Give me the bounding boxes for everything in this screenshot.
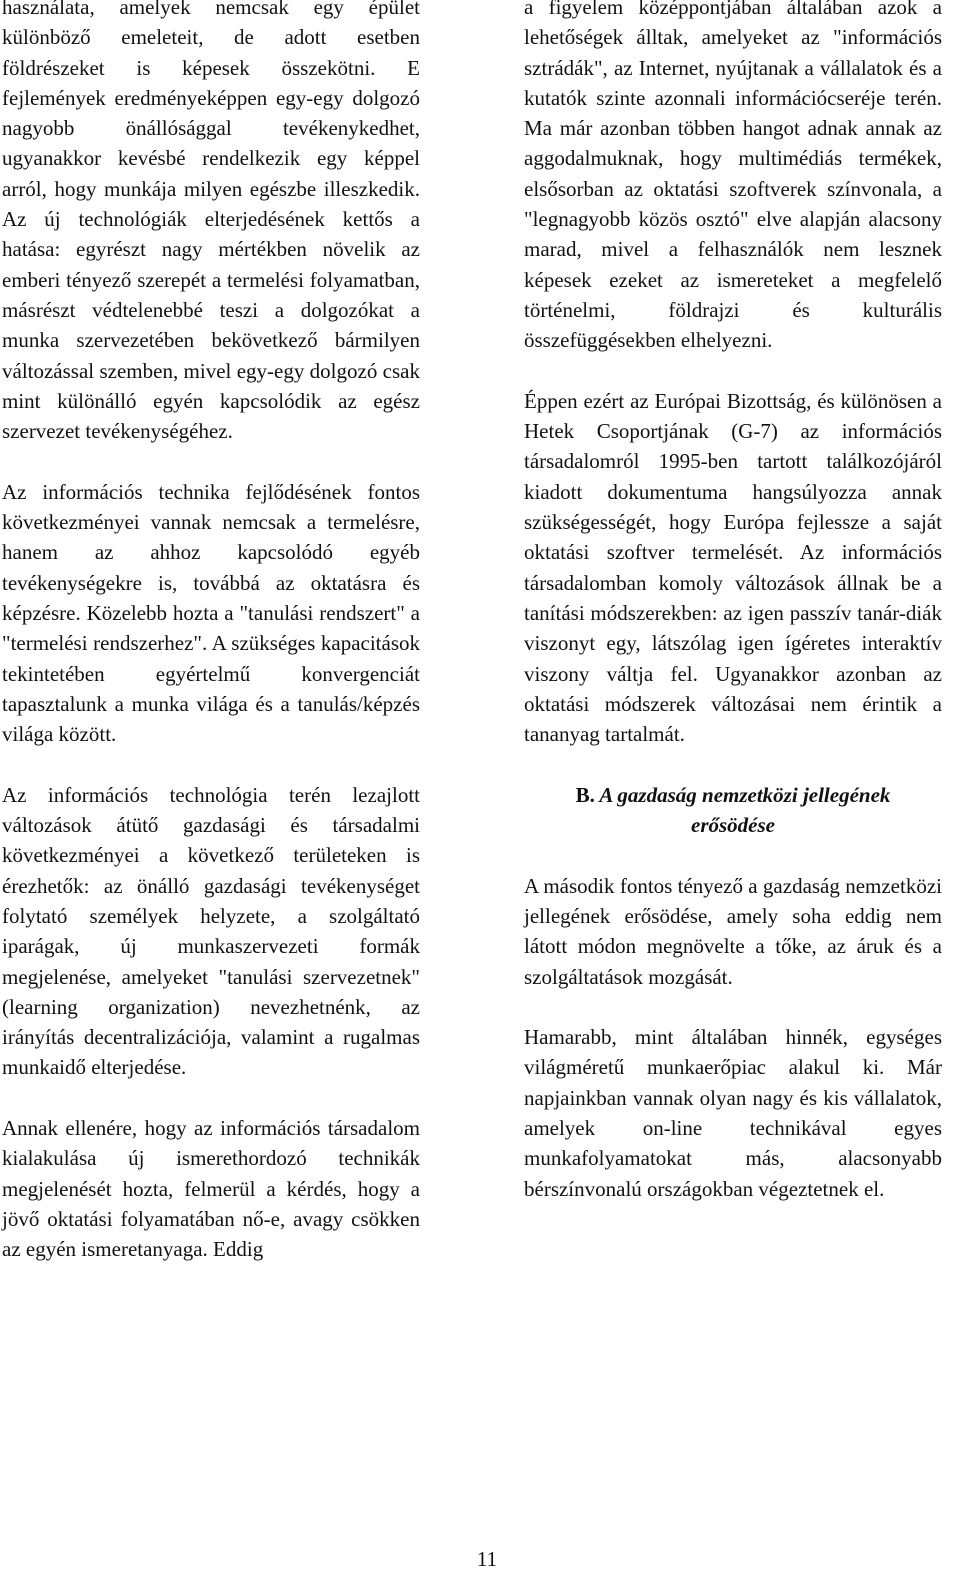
section-heading	[524, 780, 942, 841]
paragraph: Éppen ezért az Európai Bizottság, és különösen a Hetek Csoportjának (G-7) az információs társadalomról 1995-ben tartott találkozójáról kiadott dokumentuma hangsúlyozza annak szükségességét, hogy Európa fejlessze a saját oktatási szoftver termelését. Az információs társadalomban komoly változások állnak be a tanítási módszerekben: az igen passzív tanár-diák viszonyt egy, látszólag igen ígéretes interaktív viszony váltja fel. Ugyanakkor azonban az oktatási módszerek változásai nem érintik a tananyag tartalmát.	[524, 388, 942, 747]
paragraph: Hamarabb, mint általában hinnék, egységes világméretű munkaerőpiac alakul ki. Már napjainkban vannak olyan nagy és kis vállalatok, amelyek on-line technikával egyes munkafolyamatokat más, alacsonyabb bérszínvonalú országokban végeztetnek el.	[524, 1025, 942, 1201]
paragraph: használata, amelyek nemcsak egy épület különböző emeleteit, de adott esetben földrészeket is képesek összekötni. E fejlemények eredményeképpen egy-egy dolgozó nagyobb önállósággal tevékenykedhet, ugyanakkor kevésbé rendelkezik egy képpel arról, hogy munkája milyen egészbe illeszkedik. Az új technológiák elterjedésének kettős a hatása: egyrészt nagy mértékben növelik az emberi tényező szerepét a termelési folyamatban, másrészt védtelenebbé teszi a dolgozókat a munka szervezetében bekövetkező bármilyen változással szemben, mivel egy-egy dolgozó csak mint különálló egyén kapcsolódik az egész szervezet tevékenységéhez.	[2, 0, 420, 444]
page-number: 11	[476, 1547, 498, 1571]
paragraph: Annak ellenére, hogy az információs társadalom kialakulása új ismerethordozó technikák megjelenését hozta, felmerül a kérdés, hogy a jövő oktatási folyamatában nő-e, avagy csökken az egyén ismeretanyaga. Eddig	[2, 1115, 420, 1262]
paragraph: a figyelem középpontjában általában azok a lehetőségek álltak, amelyeket az "információs sztrádák", az Internet, nyújtanak a vállalatok és a kutatók szinte azonnali információcseréje terén. Ma már azonban többen hangot adnak annak az aggodalmuknak, hogy multimédiás termékek, elsősorban az oktatási szoftverek színvonala, a "legnagyobb közös osztó" elve alapján alacsony marad, mivel a felhasználók nem lesznek képesek ezeket az ismereteket a megfelelő történelmi, földrajzi és kulturális összefüggésekben elhelyezni.	[524, 0, 942, 353]
paragraph: Az információs technológia terén lezajlott változások átütő gazdasági és társadalmi következményei a következő területeken is érezhetők: az önálló gazdasági tevékenységet folytató személyek helyzete, a szolgáltató iparágak, új munkaszervezeti formák megjelenése, amelyeket "tanulási szervezetnek" (learning organization) nevezhetnénk, az irányítás decentralizációja, valamint a rugalmas munkaidő elterjedése.	[2, 782, 420, 1080]
left-column	[2, 0, 420, 1264]
paragraph: Az információs technika fejlődésének fontos következményei vannak nemcsak a termelésre, hanem az ahhoz kapcsolódó egyéb tevékenységekre is, továbbá az oktatásra és képzésre. Közelebb hozta a "tanulási rendszert" a "termelési rendszerhez". A szükséges kapacitások tekintetében egyértelmű konvergenciát tapasztalunk a munka világa és a tanulás/képzés világa között.	[2, 479, 420, 747]
section-heading-title: A gazdaság nemzetközi jellegének erősödése	[599, 782, 891, 838]
paragraph: A második fontos tényező a gazdaság nemzetközi jellegének erősödése, amely soha eddig nem látott módon megnövelte a tőke, az áruk és a szolgáltatások mozgását.	[524, 873, 942, 989]
right-column	[524, 0, 942, 1204]
section-heading-letter: B.	[575, 782, 595, 807]
